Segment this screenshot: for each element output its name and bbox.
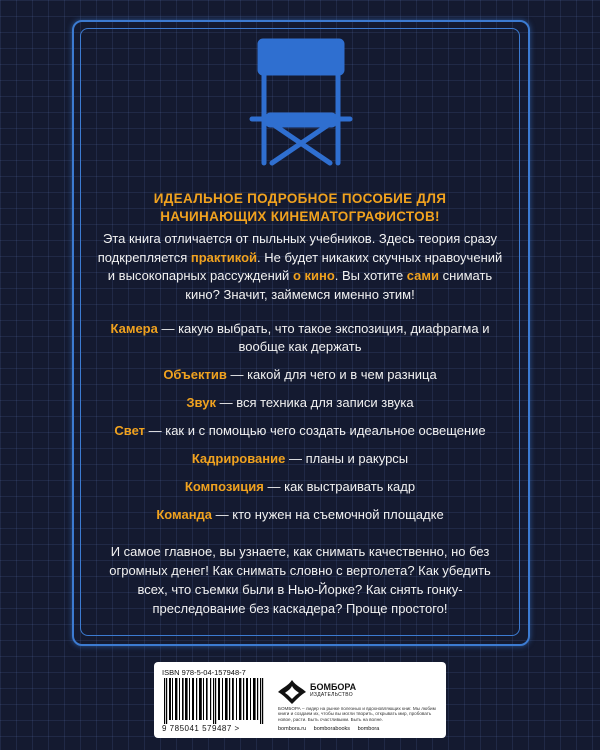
topic-term: Команда [156, 507, 213, 522]
outro-paragraph: И самое главное, вы узнаете, как снимать качественно, но без огромных денег! Как снимать словно с вертолета? Как убедить всех, что съемки были в Нью-Йорке? Как снять гонку-преследование без каскадера? Проще простого! [109, 544, 491, 616]
topic-text: — как выстраивать кадр [263, 479, 416, 494]
topic-item [96, 450, 504, 468]
topic-term: Звук [186, 395, 216, 410]
intro-highlight-practice: практикой [190, 249, 257, 265]
topic-term: Композиция [184, 479, 264, 494]
topic-item [96, 320, 504, 356]
barcode-number: 9 785041 579487 > [162, 724, 240, 733]
intro-highlight-cinema: о кино [292, 268, 335, 283]
social-links [278, 726, 385, 732]
barcode-icon [162, 678, 270, 724]
publisher-sub: ИЗДАТЕЛЬСТВО [310, 692, 353, 698]
directors-chair-icon [240, 35, 362, 167]
topic-text: — какой для чего и в чем разница [226, 367, 437, 382]
topic-item [96, 506, 504, 524]
headline [96, 190, 504, 226]
topic-term: Объектив [163, 367, 227, 382]
topic-item [96, 478, 504, 496]
headline-line-1: ИДЕАЛЬНОЕ ПОДРОБНОЕ ПОСОБИЕ ДЛЯ [153, 191, 447, 206]
topic-item [96, 366, 504, 384]
intro-text-1: Эта книга отличается от пыльных учебников. Здесь теория сразу подкрепляется [97, 231, 498, 265]
topic-text: — вся техника для записи звука [215, 395, 414, 410]
publisher-name: БОМБОРА [310, 682, 357, 692]
intro-text-3: . Вы хотите [334, 268, 407, 283]
topic-term: Свет [114, 423, 145, 438]
topic-item [96, 422, 504, 440]
topic-term: Камера [110, 321, 158, 336]
topic-text: — планы и ракурсы [285, 451, 409, 466]
intro-highlight-yourself: сами [406, 268, 440, 283]
publisher-tagline: БОМБОРА – лидер на рынке полезных и вдохновляющих книг. Мы любим книги и создаем их, чтобы вы могли творить, открывать мир, пробовать новое, расти. Быть счастливыми. Быть на волне. [278, 706, 436, 722]
back-info-panel [154, 662, 446, 738]
social-instagram[interactable]: bombora [357, 726, 380, 732]
intro-text-2: . Не будет никаких скучных нравоучений и высокопарных рассуждений [107, 249, 503, 283]
isbn-label: ISBN 978-5-04-157948-7 [162, 668, 246, 677]
topic-text: — кто нужен на съемочной площадке [212, 507, 444, 522]
topic-term: Кадрирование [191, 451, 286, 466]
intro-paragraph [96, 230, 504, 304]
intro-text-4: снимать кино? Значит, займемся именно этим! [185, 268, 493, 302]
topic-text: — как и с помощью чего создать идеальное освещение [145, 423, 486, 438]
headline-line-2: НАЧИНАЮЩИХ КИНЕМАТОГРАФИСТОВ! [160, 209, 440, 224]
social-vk[interactable]: bomborabooks [313, 726, 351, 732]
main-content [96, 190, 504, 631]
topic-list [96, 320, 504, 524]
topic-item [96, 394, 504, 412]
social-site[interactable]: bombora.ru [278, 726, 307, 732]
bombora-logo-icon [274, 678, 310, 706]
topic-text: — какую выбрать, что такое экспозиция, диафрагма и вообще как держать [157, 321, 490, 354]
